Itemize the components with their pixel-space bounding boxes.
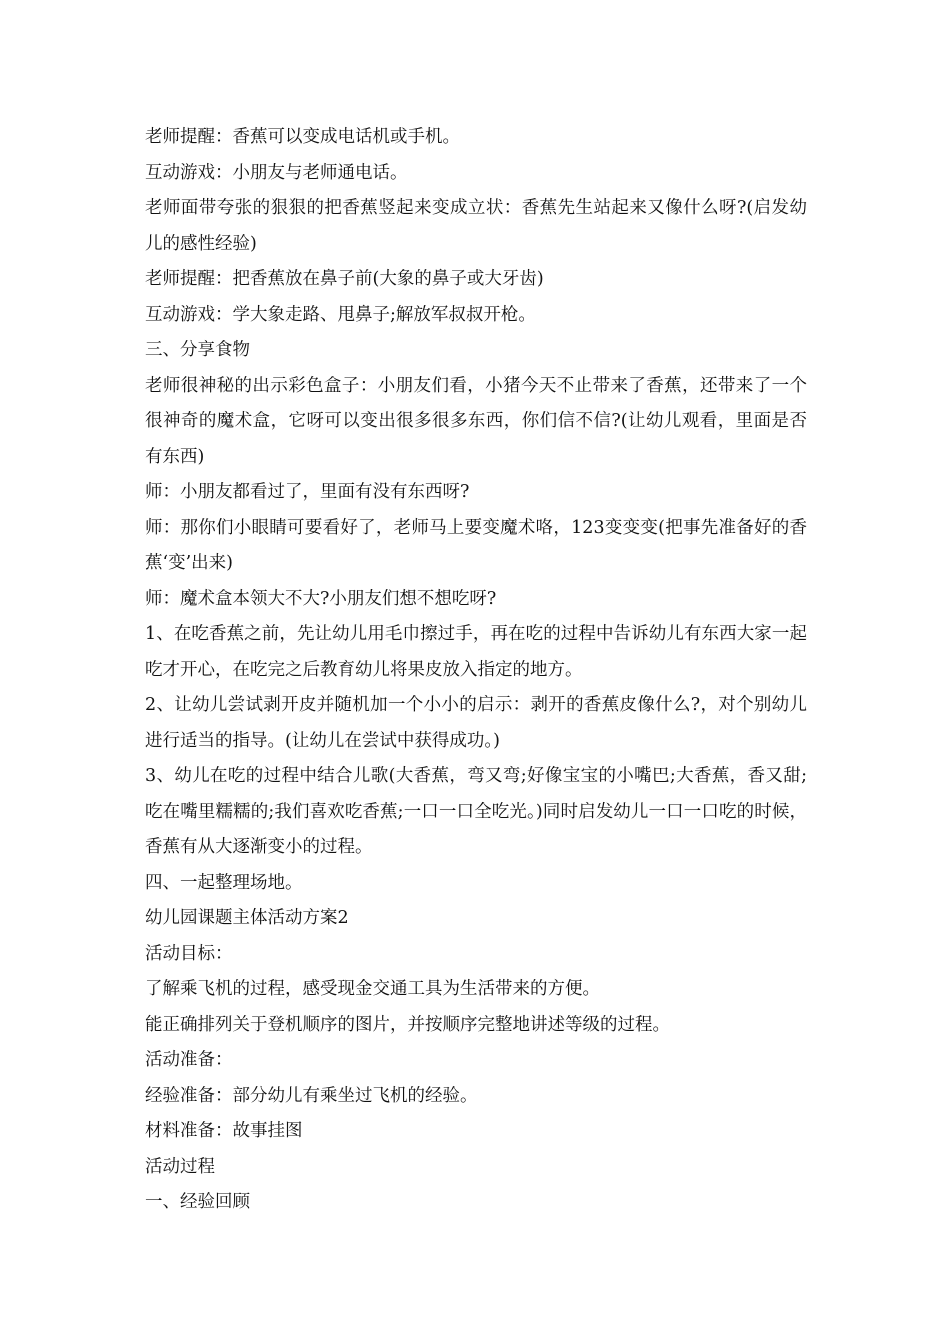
list-item: 1、在吃香蕉之前，先让幼儿用毛巾擦过手，再在吃的过程中告诉幼儿有东西大家一起吃才开心，在吃完之后教育幼儿将果皮放入指定的地方。 bbox=[145, 624, 807, 680]
paragraph: 老师面带夸张的狠狠的把香蕉竖起来变成立状：香蕉先生站起来又像什么呀?(启发幼儿的感性经验) bbox=[145, 198, 807, 254]
paragraph: 师：魔术盒本领大不大?小朋友们想不想吃呀? bbox=[145, 588, 497, 609]
paragraph: 能正确排列关于登机顺序的图片，并按顺序完整地讲述等级的过程。 bbox=[145, 1014, 670, 1035]
paragraph: 材料准备：故事挂图 bbox=[145, 1121, 303, 1141]
paragraph: 师：小朋友都看过了，里面有没有东西呀? bbox=[145, 482, 470, 502]
section-heading: 四、一起整理场地。 bbox=[145, 872, 303, 893]
section-heading: 活动目标： bbox=[145, 943, 233, 964]
section-heading: 三、分享食物 bbox=[145, 340, 250, 360]
section-heading: 活动过程 bbox=[145, 1156, 215, 1177]
document-title: 幼儿园课题主体活动方案2 bbox=[145, 908, 349, 928]
list-item: 3、幼儿在吃的过程中结合儿歌(大香蕉，弯又弯;好像宝宝的小嘴巴;大香蕉，香又甜;吃在嘴里糯糯的;我们喜欢吃香蕉;一口一口全吃光。)同时启发幼儿一口一口吃的时候，香蕉有从大逐渐变小的过程。 bbox=[145, 766, 807, 857]
paragraph: 老师提醒：把香蕉放在鼻子前(大象的鼻子或大牙齿) bbox=[145, 269, 544, 289]
document-page bbox=[145, 120, 807, 1221]
paragraph: 了解乘飞机的过程，感受现金交通工具为生活带来的方便。 bbox=[145, 979, 600, 999]
paragraph: 师：那你们小眼睛可要看好了，老师马上要变魔术咯，123变变变(把事先准备好的香蕉‘变’出来) bbox=[145, 517, 807, 573]
list-item: 2、让幼儿尝试剥开皮并随机加一个小小的启示：剥开的香蕉皮像什么?，对个别幼儿进行适当的指导。(让幼儿在尝试中获得成功。) bbox=[145, 695, 807, 751]
paragraph: 互动游戏：小朋友与老师通电话。 bbox=[145, 162, 408, 183]
paragraph: 老师很神秘的出示彩色盒子：小朋友们看，小猪今天不止带来了香蕉，还带来了一个很神奇的魔术盒，它呀可以变出很多很多东西，你们信不信?(让幼儿观看，里面是否有东西) bbox=[145, 375, 807, 467]
paragraph: 互动游戏：学大象走路、甩鼻子;解放军叔叔开枪。 bbox=[145, 304, 536, 325]
paragraph: 经验准备：部分幼儿有乘坐过飞机的经验。 bbox=[145, 1085, 478, 1106]
section-heading: 活动准备： bbox=[145, 1050, 233, 1070]
paragraph: 老师提醒：香蕉可以变成电话机或手机。 bbox=[145, 127, 460, 147]
section-heading: 一、经验回顾 bbox=[145, 1192, 250, 1212]
